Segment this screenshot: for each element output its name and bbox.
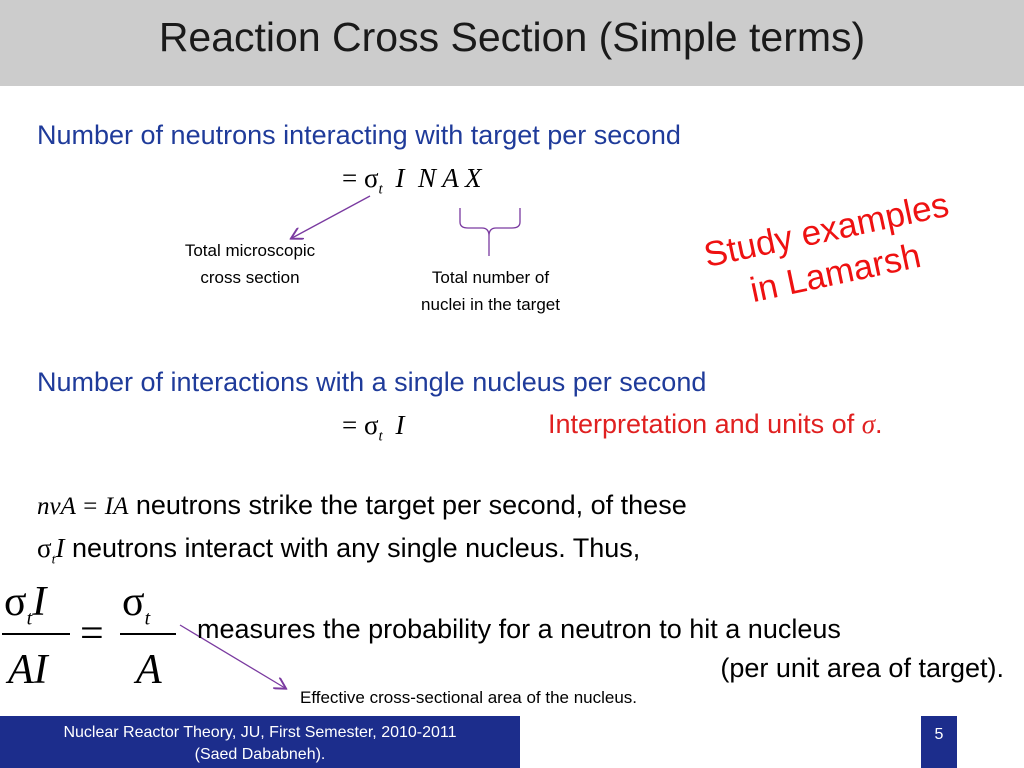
eq1-rest: I N A X bbox=[395, 163, 482, 193]
right-fraction-bar bbox=[120, 633, 176, 635]
paragraph-line-2 bbox=[37, 533, 640, 568]
sigma-subscript: t bbox=[51, 552, 56, 568]
left-num-sigma: σ bbox=[4, 579, 27, 625]
right-num-sub: t bbox=[144, 607, 151, 630]
nuclei-brace bbox=[460, 208, 520, 256]
nva-math: nvA = IA bbox=[37, 493, 129, 520]
fraction-equals: = bbox=[80, 611, 104, 657]
footer-course-info bbox=[0, 716, 520, 768]
i-symbol: I bbox=[55, 533, 65, 563]
arrow-to-micro-label bbox=[292, 196, 370, 238]
interpretation-text: Interpretation and units of bbox=[548, 409, 862, 439]
interpretation-symbol: σ bbox=[861, 409, 876, 439]
footer-line-2: (Saed Dababneh). bbox=[194, 746, 326, 763]
interpretation-note bbox=[548, 409, 883, 440]
right-num-sigma: σ bbox=[122, 579, 145, 625]
eq2-prefix: = σ bbox=[342, 410, 379, 440]
slide-title: Reaction Cross Section (Simple terms) bbox=[158, 14, 866, 60]
study-note: Study examples in Lamarsh bbox=[700, 185, 953, 311]
eq2-rest: I bbox=[395, 410, 405, 440]
interpretation-end: . bbox=[875, 409, 883, 439]
eq1-subscript: t bbox=[378, 181, 383, 198]
footer-line-1: Nuclear Reactor Theory, JU, First Semester, 2010-2011 bbox=[63, 724, 457, 741]
left-numerator bbox=[4, 578, 46, 630]
left-denominator: AI bbox=[8, 647, 48, 693]
single-nucleus-heading: Number of interactions with a single nucleus per second bbox=[37, 367, 707, 397]
right-numerator bbox=[122, 578, 150, 630]
page-number: 5 bbox=[921, 716, 957, 768]
eq1-prefix: = σ bbox=[342, 163, 379, 193]
sigma-symbol: σ bbox=[37, 533, 52, 563]
effective-area-note: Effective cross-sectional area of the nucleus. bbox=[300, 688, 638, 707]
equation-single bbox=[342, 410, 404, 445]
measures-line-1: measures the probability for a neutron to hit a nucleus bbox=[197, 614, 841, 644]
total-micro-label: Total microscopic cross section bbox=[184, 241, 316, 287]
paragraph-line-1 bbox=[37, 490, 687, 521]
left-num-sub: t bbox=[26, 607, 33, 630]
left-num-i: I bbox=[32, 579, 47, 625]
eq2-subscript: t bbox=[378, 428, 383, 445]
measures-line-2: (per unit area of target). bbox=[720, 653, 1004, 683]
left-fraction-bar bbox=[2, 633, 70, 635]
total-nuclei-label: Total number of nuclei in the target bbox=[421, 268, 560, 314]
paragraph-line-2-text: neutrons interact with any single nucleus. Thus, bbox=[64, 533, 641, 563]
right-denominator: A bbox=[136, 647, 162, 693]
paragraph-line-1-text: neutrons strike the target per second, of these bbox=[128, 490, 687, 520]
neutrons-interacting-heading: Number of neutrons interacting with target per second bbox=[37, 120, 681, 150]
